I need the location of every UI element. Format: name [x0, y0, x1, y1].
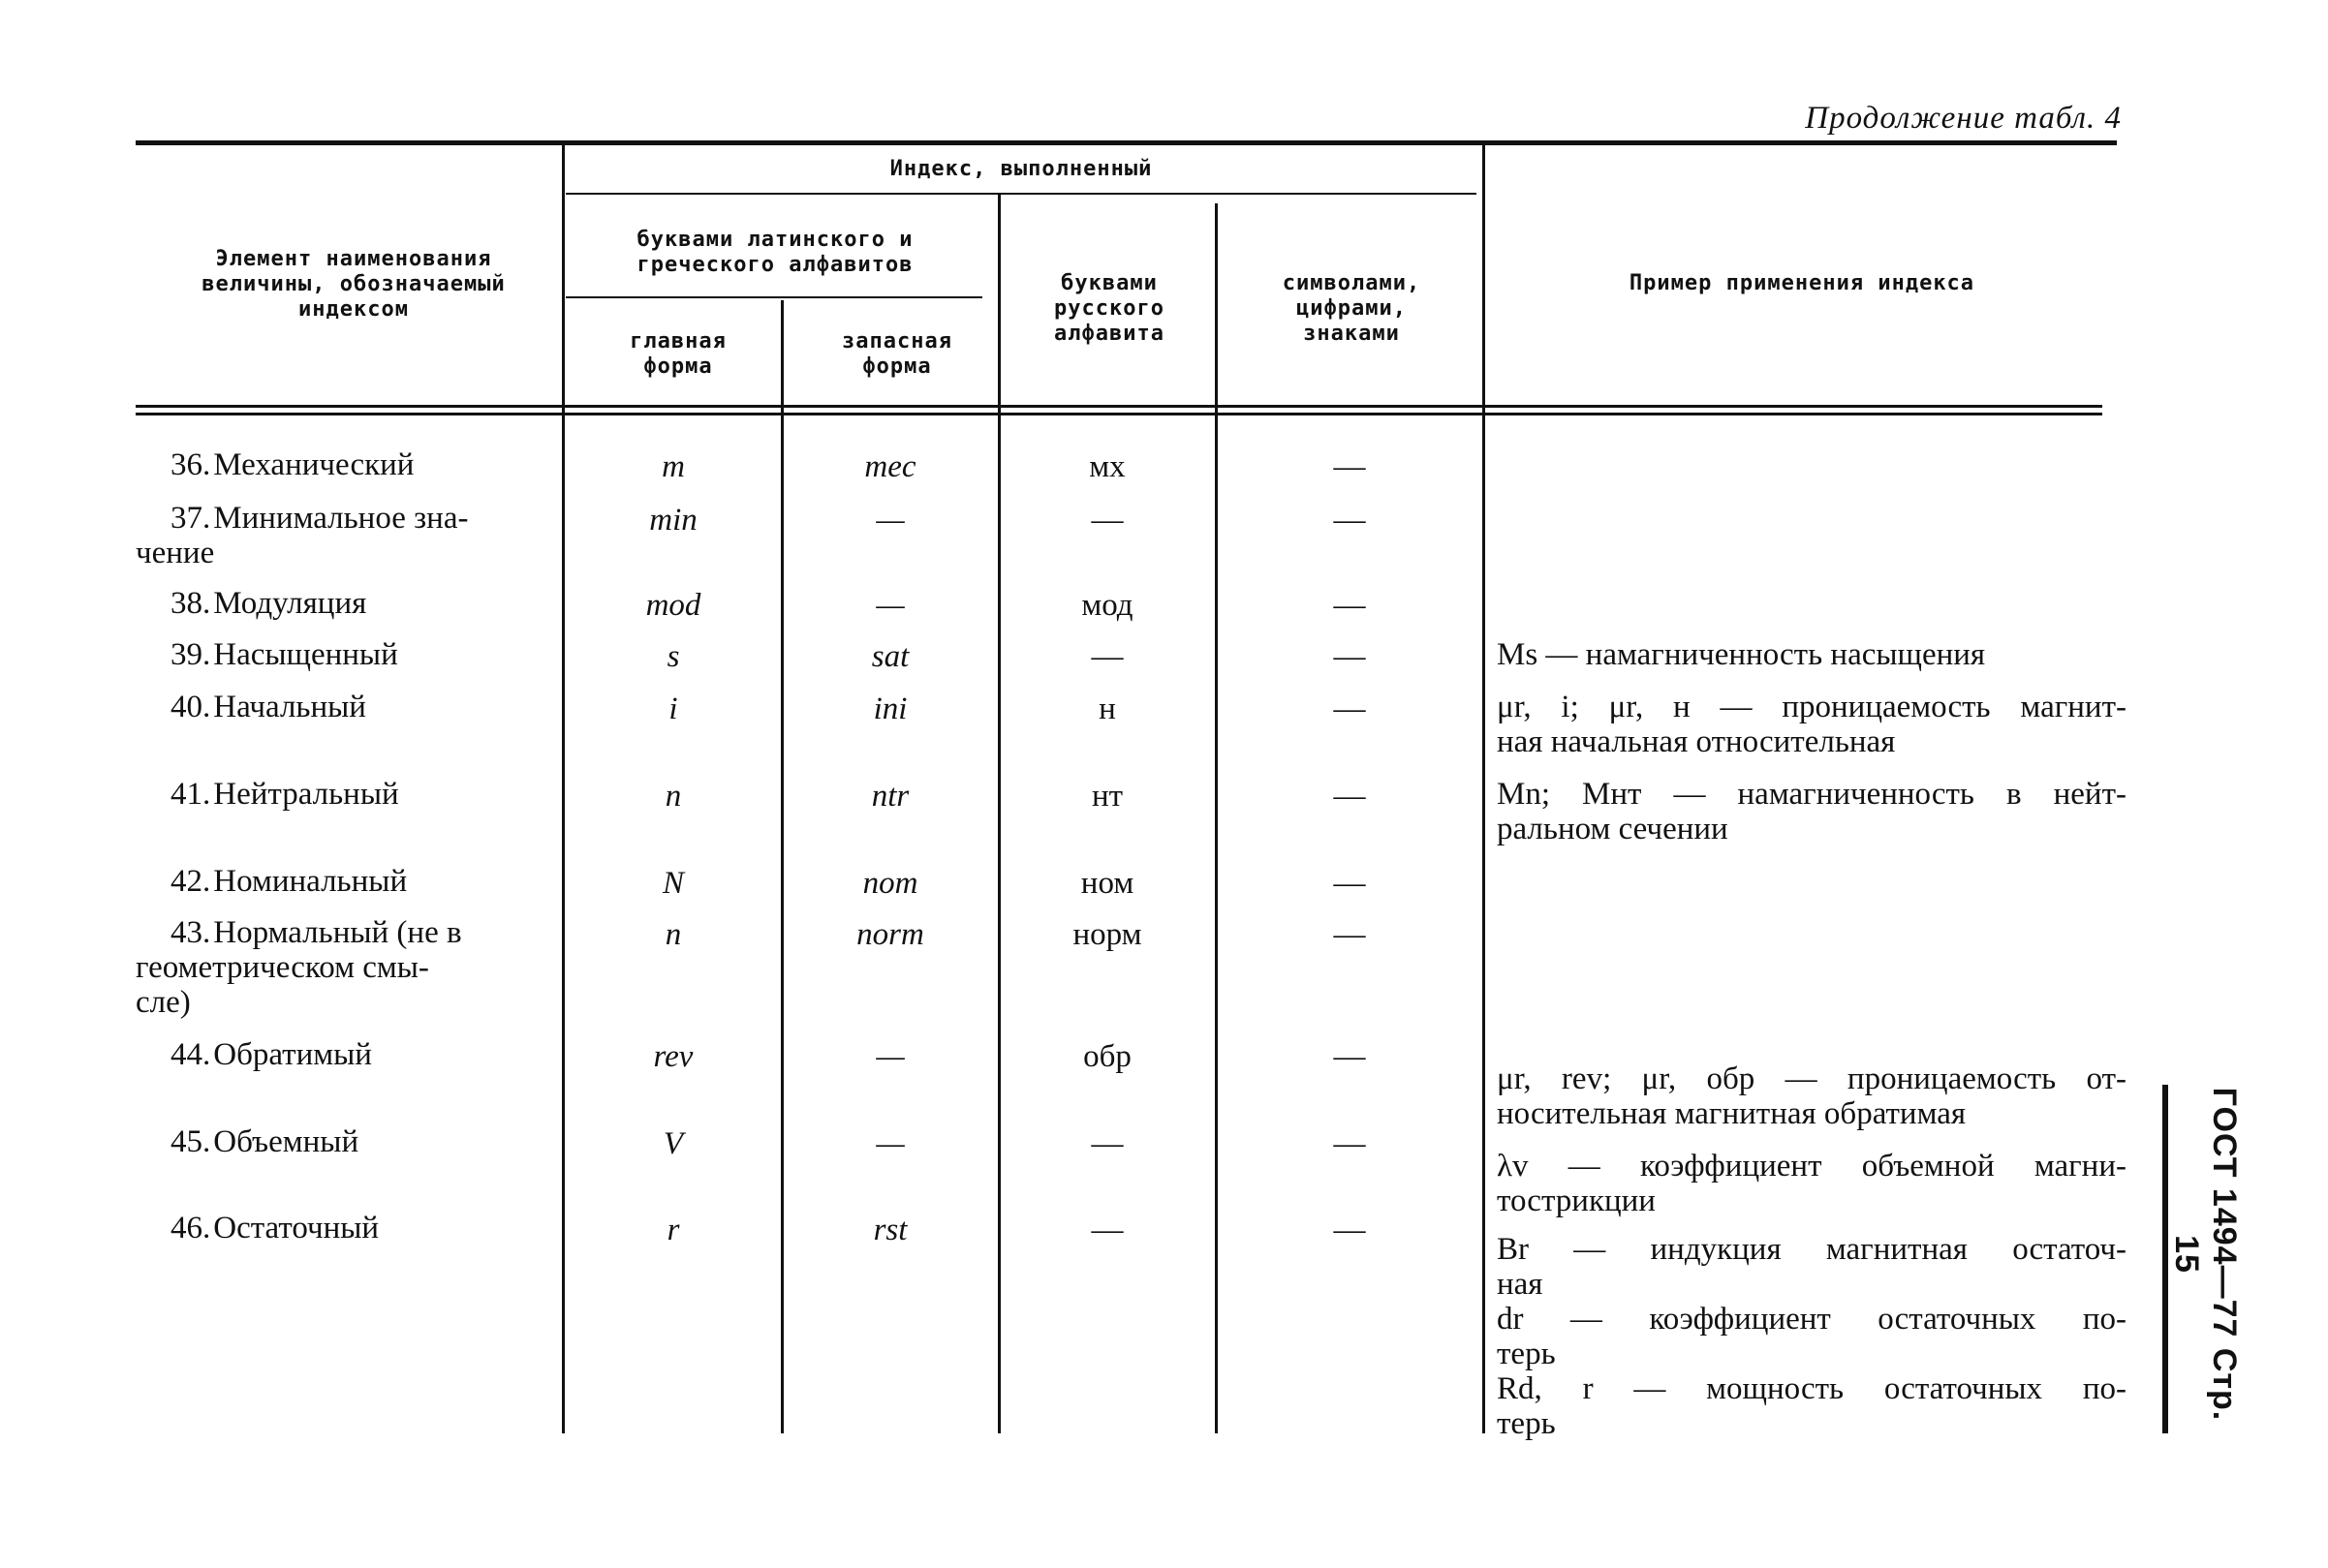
- row-number: 39.: [171, 637, 211, 672]
- row-number: 45.: [171, 1124, 211, 1159]
- top-rule: [136, 140, 2117, 145]
- row-example-line: тострикции: [1497, 1184, 1656, 1218]
- row-example-line: dr — коэффициент остаточных по-: [1497, 1302, 2126, 1337]
- row-example-line: μr, rev; μr, обр — проницаемость от-: [1497, 1061, 2126, 1096]
- row-russian-letters: ном: [1080, 866, 1134, 901]
- row-number: 42.: [171, 864, 211, 899]
- row-example-line: Br — индукция магнитная остаточ-: [1497, 1232, 2126, 1267]
- header-element: Элемент наименования величины, обозначаемый индексом: [202, 247, 506, 322]
- row-symbols: —: [1333, 917, 1366, 952]
- row-example-line: ная: [1497, 1267, 1543, 1302]
- row-element: [136, 915, 552, 1020]
- header-russian-letters: буквами русского алфавита: [1054, 271, 1164, 346]
- side-label: [2160, 1085, 2267, 1433]
- row-number: 37.: [171, 501, 211, 536]
- row-reserve-form: —: [876, 1039, 905, 1074]
- row-reserve-form: sat: [871, 639, 910, 674]
- row-example-line: Rd, r — мощность остаточных по-: [1497, 1371, 2126, 1406]
- row-symbols: —: [1333, 1126, 1366, 1161]
- row-element: [136, 637, 552, 672]
- row-main-form: rev: [653, 1039, 694, 1074]
- row-russian-letters: мх: [1089, 449, 1126, 484]
- row-symbols: —: [1333, 588, 1366, 623]
- row-element: [136, 1211, 552, 1245]
- row-russian-letters: —: [1091, 639, 1124, 674]
- header-latin-greek: буквами латинского и греческого алфавитов: [636, 228, 914, 277]
- row-element-line: Насыщенный: [213, 637, 398, 672]
- col-divider-3: [998, 194, 1001, 1433]
- row-number: 44.: [171, 1037, 211, 1072]
- row-element-line: Номинальный: [213, 864, 408, 899]
- row-example-line: носительная магнитная обратимая: [1497, 1096, 1967, 1131]
- row-example-line: Ms — намагниченность насыщения: [1497, 637, 1986, 672]
- side-label-text: ГОСТ 1494—77 Стр. 15: [2168, 1087, 2243, 1422]
- row-main-form: n: [665, 917, 682, 952]
- row-number: 41.: [171, 777, 211, 812]
- row-reserve-form: —: [876, 588, 905, 623]
- row-reserve-form: rst: [873, 1213, 908, 1247]
- table-caption: Продолжение табл. 4: [1805, 101, 2122, 136]
- row-element-line: Остаточный: [213, 1211, 380, 1245]
- header-index-group: Индекс, выполненный: [889, 157, 1153, 181]
- row-reserve-form: ntr: [871, 779, 910, 814]
- row-reserve-form: mec: [864, 449, 916, 484]
- row-example-line: ная начальная относительная: [1497, 724, 1896, 759]
- row-main-form: m: [662, 449, 685, 484]
- row-element: [136, 777, 552, 812]
- header-bottom-rule-1: [136, 405, 2102, 408]
- row-main-form: r: [667, 1213, 680, 1247]
- row-number: 46.: [171, 1211, 211, 1245]
- row-reserve-form: —: [876, 1126, 905, 1161]
- header-bottom-rule-2: [136, 413, 2102, 415]
- header-reserve-form: запасная форма: [842, 329, 952, 379]
- header-symbols: символами, цифрами, знаками: [1282, 271, 1421, 346]
- row-symbols: —: [1333, 449, 1366, 484]
- row-number: 38.: [171, 586, 211, 621]
- row-element-line: Модуляция: [213, 586, 367, 621]
- row-russian-letters: мод: [1081, 588, 1133, 623]
- row-example: [1497, 777, 2126, 846]
- row-reserve-form: norm: [856, 917, 924, 952]
- header-example: Пример применения индекса: [1629, 271, 1975, 295]
- row-example: [1497, 690, 2126, 759]
- row-element-line: Объемный: [213, 1124, 359, 1159]
- row-element-line: геометрическом смы-: [136, 950, 429, 985]
- row-symbols: —: [1333, 692, 1366, 726]
- header-main-form: главная форма: [630, 329, 727, 379]
- row-element: [136, 1037, 552, 1072]
- row-symbols: —: [1333, 503, 1366, 538]
- row-example: [1497, 1149, 2126, 1218]
- row-russian-letters: —: [1091, 1126, 1124, 1161]
- row-example: [1497, 637, 2126, 672]
- row-example-line: λv — коэффициент объемной магни-: [1497, 1149, 2126, 1184]
- row-reserve-form: —: [876, 503, 905, 538]
- row-reserve-form: nom: [862, 866, 918, 901]
- row-symbols: —: [1333, 779, 1366, 814]
- row-element-line: сле): [136, 985, 191, 1020]
- row-russian-letters: н: [1099, 692, 1116, 726]
- row-russian-letters: —: [1091, 1213, 1124, 1247]
- row-element: [136, 690, 552, 724]
- row-symbols: —: [1333, 639, 1366, 674]
- col-divider-1: [562, 145, 565, 1433]
- row-main-form: s: [667, 639, 680, 674]
- row-element: [136, 864, 552, 899]
- row-example-line: μr, i; μr, н — проницаемость магнит-: [1497, 690, 2126, 724]
- row-example-line: терь: [1497, 1406, 1556, 1441]
- row-russian-letters: —: [1091, 503, 1124, 538]
- row-example-line: терь: [1497, 1337, 1556, 1371]
- row-reserve-form: ini: [873, 692, 908, 726]
- row-russian-letters: нт: [1091, 779, 1124, 814]
- row-main-form: i: [668, 692, 678, 726]
- row-number: 36.: [171, 447, 211, 482]
- row-element: [136, 586, 552, 621]
- index-group-rule: [566, 193, 1476, 195]
- row-example-line: ральном сечении: [1497, 812, 1728, 846]
- row-main-form: V: [663, 1126, 684, 1161]
- row-element-line: чение: [136, 536, 215, 570]
- row-element-line: Нейтральный: [213, 777, 399, 812]
- row-element: [136, 1124, 552, 1159]
- row-main-form: min: [649, 503, 698, 538]
- row-russian-letters: обр: [1083, 1039, 1132, 1074]
- row-symbols: —: [1333, 866, 1366, 901]
- row-example: [1497, 1232, 2126, 1441]
- row-example: [1497, 1061, 2126, 1131]
- row-element-line: Обратимый: [213, 1037, 372, 1072]
- row-element: [136, 447, 552, 482]
- row-number: 40.: [171, 690, 211, 724]
- row-example-line: Mn; Mнт — намагниченность в нейт-: [1497, 777, 2126, 812]
- row-symbols: —: [1333, 1213, 1366, 1247]
- latin-group-rule: [566, 296, 982, 298]
- row-number: 43.: [171, 915, 211, 950]
- row-main-form: mod: [645, 588, 701, 623]
- row-main-form: n: [665, 779, 682, 814]
- row-russian-letters: норм: [1072, 917, 1142, 952]
- row-element-line: Нормальный (не в: [213, 915, 462, 950]
- row-element: [136, 501, 552, 570]
- row-main-form: N: [662, 866, 684, 901]
- row-element-line: Механический: [213, 447, 415, 482]
- col-divider-5: [1482, 145, 1485, 1433]
- col-divider-4: [1215, 203, 1218, 1433]
- row-element-line: Начальный: [213, 690, 366, 724]
- row-symbols: —: [1333, 1039, 1366, 1074]
- row-element-line: Минимальное зна-: [213, 501, 469, 536]
